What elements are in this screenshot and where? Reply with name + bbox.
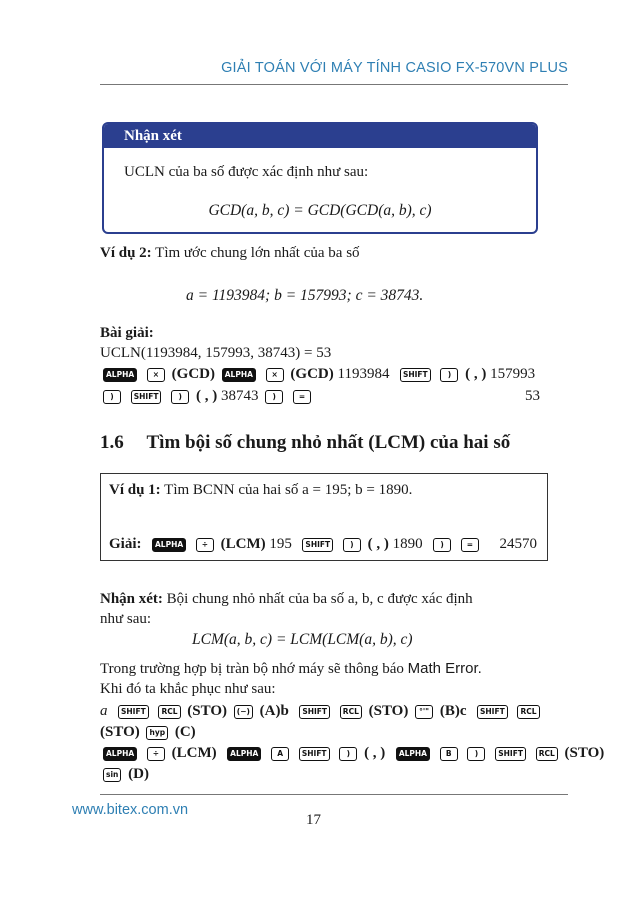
section-title: Tìm bội số chung nhỏ nhất (LCM) của hai số [146, 432, 511, 453]
math-error-text: Math Error. [407, 660, 482, 677]
overflow-line1 [100, 660, 482, 678]
header-rule [100, 84, 568, 85]
close-paren-key-icon: ) [440, 368, 458, 382]
example1-solution [109, 536, 537, 553]
lcm-formula: LCM(a, b, c) = LCM(LCM(a, b), c) [192, 631, 413, 648]
section-number: 1.6 [100, 432, 124, 453]
remark2-line1 [100, 591, 473, 608]
example1-line [109, 482, 412, 499]
footer-rule [100, 794, 568, 795]
sto-label: (STO) [187, 703, 228, 719]
shift-key-icon: SHIFT [299, 705, 330, 719]
store-b-label: (B)c [439, 703, 467, 719]
steps-line2 [100, 724, 196, 741]
shift-key-icon: SHIFT [495, 747, 526, 761]
number-1193984: 1193984 [337, 366, 390, 382]
solution-result: 53 [525, 388, 540, 404]
example1-label: Ví dụ 1: [109, 482, 161, 498]
b-key-icon: B [440, 747, 458, 761]
shift-key-icon: SHIFT [299, 747, 330, 761]
number-157993: 157993 [490, 366, 536, 382]
remark-box [102, 122, 538, 234]
store-a-label: (A)b [259, 703, 289, 719]
sin-key-icon: sin [103, 768, 121, 782]
solution-keyseq-1 [100, 366, 535, 383]
shift-key-icon: SHIFT [131, 390, 162, 404]
shift-key-icon: SHIFT [477, 705, 508, 719]
number-195: 195 [269, 536, 292, 552]
steps-line4 [100, 766, 149, 783]
example1-result: 24570 [499, 536, 537, 552]
overflow-text: Trong trường hợp bị tràn bộ nhớ máy sẽ thông báo [100, 661, 404, 677]
solution-label: Bài giải: [100, 325, 154, 341]
example2-values: a = 1193984; b = 157993; c = 38743. [186, 287, 424, 304]
sto-label: (STO) [100, 724, 140, 740]
sto-label: (STO) [564, 745, 605, 761]
example1-text: Tìm BCNN của hai số a = 195; b = 1890. [164, 482, 413, 498]
sto-label: (STO) [368, 703, 409, 719]
remark-box-text: UCLN của ba số được xác định như sau: [124, 164, 369, 180]
footer-url[interactable]: www.bitex.com.vn [72, 802, 189, 818]
comma-label: ( , ) [465, 366, 487, 382]
solve-label: Giải: [109, 536, 142, 552]
divide-key-icon: ÷ [196, 538, 214, 552]
comma-label: ( , ) [364, 745, 386, 761]
a-key-icon: A [271, 747, 289, 761]
gcd-label: (GCD) [290, 366, 334, 382]
alpha-key-icon: ALPHA [227, 747, 261, 761]
rcl-key-icon: RCL [340, 705, 362, 719]
alpha-key-icon: ALPHA [222, 368, 256, 382]
number-38743: 38743 [220, 388, 259, 404]
divide-key-icon: ÷ [147, 747, 165, 761]
remark-box-heading: Nhận xét [104, 124, 536, 148]
gcd-formula: GCD(a, b, c) = GCD(GCD(a, b), c) [208, 202, 432, 219]
rcl-key-icon: RCL [158, 705, 180, 719]
equals-key-icon: = [461, 538, 479, 552]
close-paren-key-icon: ) [265, 390, 283, 404]
example2-line [100, 245, 360, 262]
shift-key-icon: SHIFT [302, 538, 333, 552]
store-d-label: (D) [128, 766, 149, 782]
example2-text: Tìm ước chung lớn nhất của ba số [155, 245, 360, 261]
lcm-label: (LCM) [171, 745, 217, 761]
overflow-line2: Khi đó ta khắc phục như sau: [100, 681, 276, 697]
lcm-label: (LCM) [220, 536, 266, 552]
gcd-label: (GCD) [171, 366, 215, 382]
close-paren-key-icon: ) [467, 747, 485, 761]
alpha-key-icon: ALPHA [103, 368, 137, 382]
page-number: 17 [306, 812, 321, 828]
steps-line3 [100, 745, 604, 762]
equals-key-icon: = [293, 390, 311, 404]
times-key-icon: × [147, 368, 165, 382]
store-c-label: (C) [174, 724, 196, 740]
dms-key-icon: °'" [415, 705, 433, 719]
hyp-key-icon: hyp [146, 726, 168, 740]
solution-keyseq-2 [100, 388, 540, 405]
solution-line1: UCLN(1193984, 157993, 38743) = 53 [100, 345, 332, 361]
negative-key-icon: (−) [234, 705, 253, 719]
shift-key-icon: SHIFT [400, 368, 431, 382]
rcl-key-icon: RCL [536, 747, 558, 761]
remark2-label: Nhận xét: [100, 591, 163, 607]
var-a: a [100, 703, 108, 719]
close-paren-key-icon: ) [343, 538, 361, 552]
alpha-key-icon: ALPHA [152, 538, 186, 552]
close-paren-key-icon: ) [339, 747, 357, 761]
example1-box [100, 473, 548, 561]
comma-label: ( , ) [195, 388, 218, 404]
steps-line1 [100, 703, 543, 720]
close-paren-key-icon: ) [433, 538, 451, 552]
shift-key-icon: SHIFT [118, 705, 149, 719]
alpha-key-icon: ALPHA [103, 747, 137, 761]
running-header: GIẢI TOÁN VỚI MÁY TÍNH CASIO FX-570VN PLUS [221, 60, 568, 76]
close-paren-key-icon: ) [103, 390, 121, 404]
close-paren-key-icon: ) [171, 390, 189, 404]
example2-label: Ví dụ 2: [100, 245, 152, 261]
section-heading [100, 432, 510, 454]
remark2-text1: Bội chung nhỏ nhất của ba số a, b, c được xác định [166, 591, 473, 607]
number-1890: 1890 [392, 536, 423, 552]
remark2-text2: như sau: [100, 611, 152, 627]
comma-label: ( , ) [367, 536, 389, 552]
alpha-key-icon: ALPHA [396, 747, 430, 761]
rcl-key-icon: RCL [517, 705, 539, 719]
times-key-icon: × [266, 368, 284, 382]
